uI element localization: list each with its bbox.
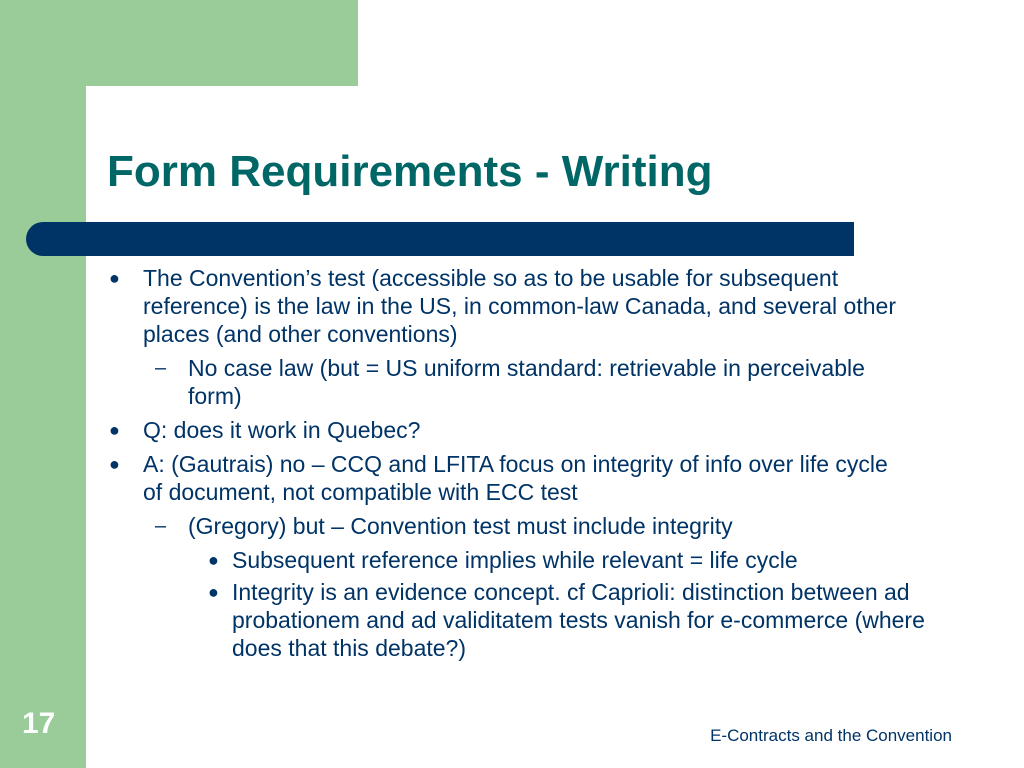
content-corner [86, 86, 146, 146]
bullet-dot-icon: ● [109, 420, 120, 440]
bullet-dot-icon: ● [109, 454, 120, 474]
bullet-text: The Convention’s test (accessible so as to be usable for subsequent reference) is the law in the US, in common-law Canada, and several other places (and other conventions) [143, 265, 896, 347]
slide-number: 17 [22, 707, 56, 740]
dash-icon: – [155, 515, 167, 537]
bullet-dot-icon: ● [208, 550, 219, 570]
bullet-text: A: (Gautrais) no – CCQ and LFITA focus on integrity of info over life cycle of document, not compatible with ECC test [143, 451, 888, 505]
sub-bullet-item [0, 512, 888, 540]
sub-sub-bullet-item [0, 546, 952, 574]
bullet-dot-icon: ● [208, 582, 219, 602]
footer-text: E-Contracts and the Convention [710, 726, 952, 745]
sub-bullet-item [0, 354, 888, 410]
bullet-text: Subsequent reference implies while relevant = life cycle [232, 547, 798, 573]
slide-body [0, 264, 1024, 666]
bullet-item [0, 264, 903, 348]
bullet-item [0, 450, 903, 506]
dash-icon: – [155, 357, 167, 379]
title-underline-bar [26, 222, 854, 256]
bullet-text: Q: does it work in Quebec? [143, 417, 421, 443]
sub-sub-bullet-item [0, 578, 952, 662]
top-green-band [0, 0, 358, 86]
slide-title: Form Requirements - Writing [107, 147, 713, 196]
bullet-text: No case law (but = US uniform standard: retrievable in perceivable form) [188, 355, 865, 409]
bullet-text: Integrity is an evidence concept. cf Caprioli: distinction between ad probationem and ad validitatem tests vanish for e-commerce (where does that this debate?) [232, 579, 925, 661]
bullet-dot-icon: ● [109, 268, 120, 288]
bullet-item [0, 416, 903, 444]
bullet-text: (Gregory) but – Convention test must include integrity [188, 513, 733, 539]
